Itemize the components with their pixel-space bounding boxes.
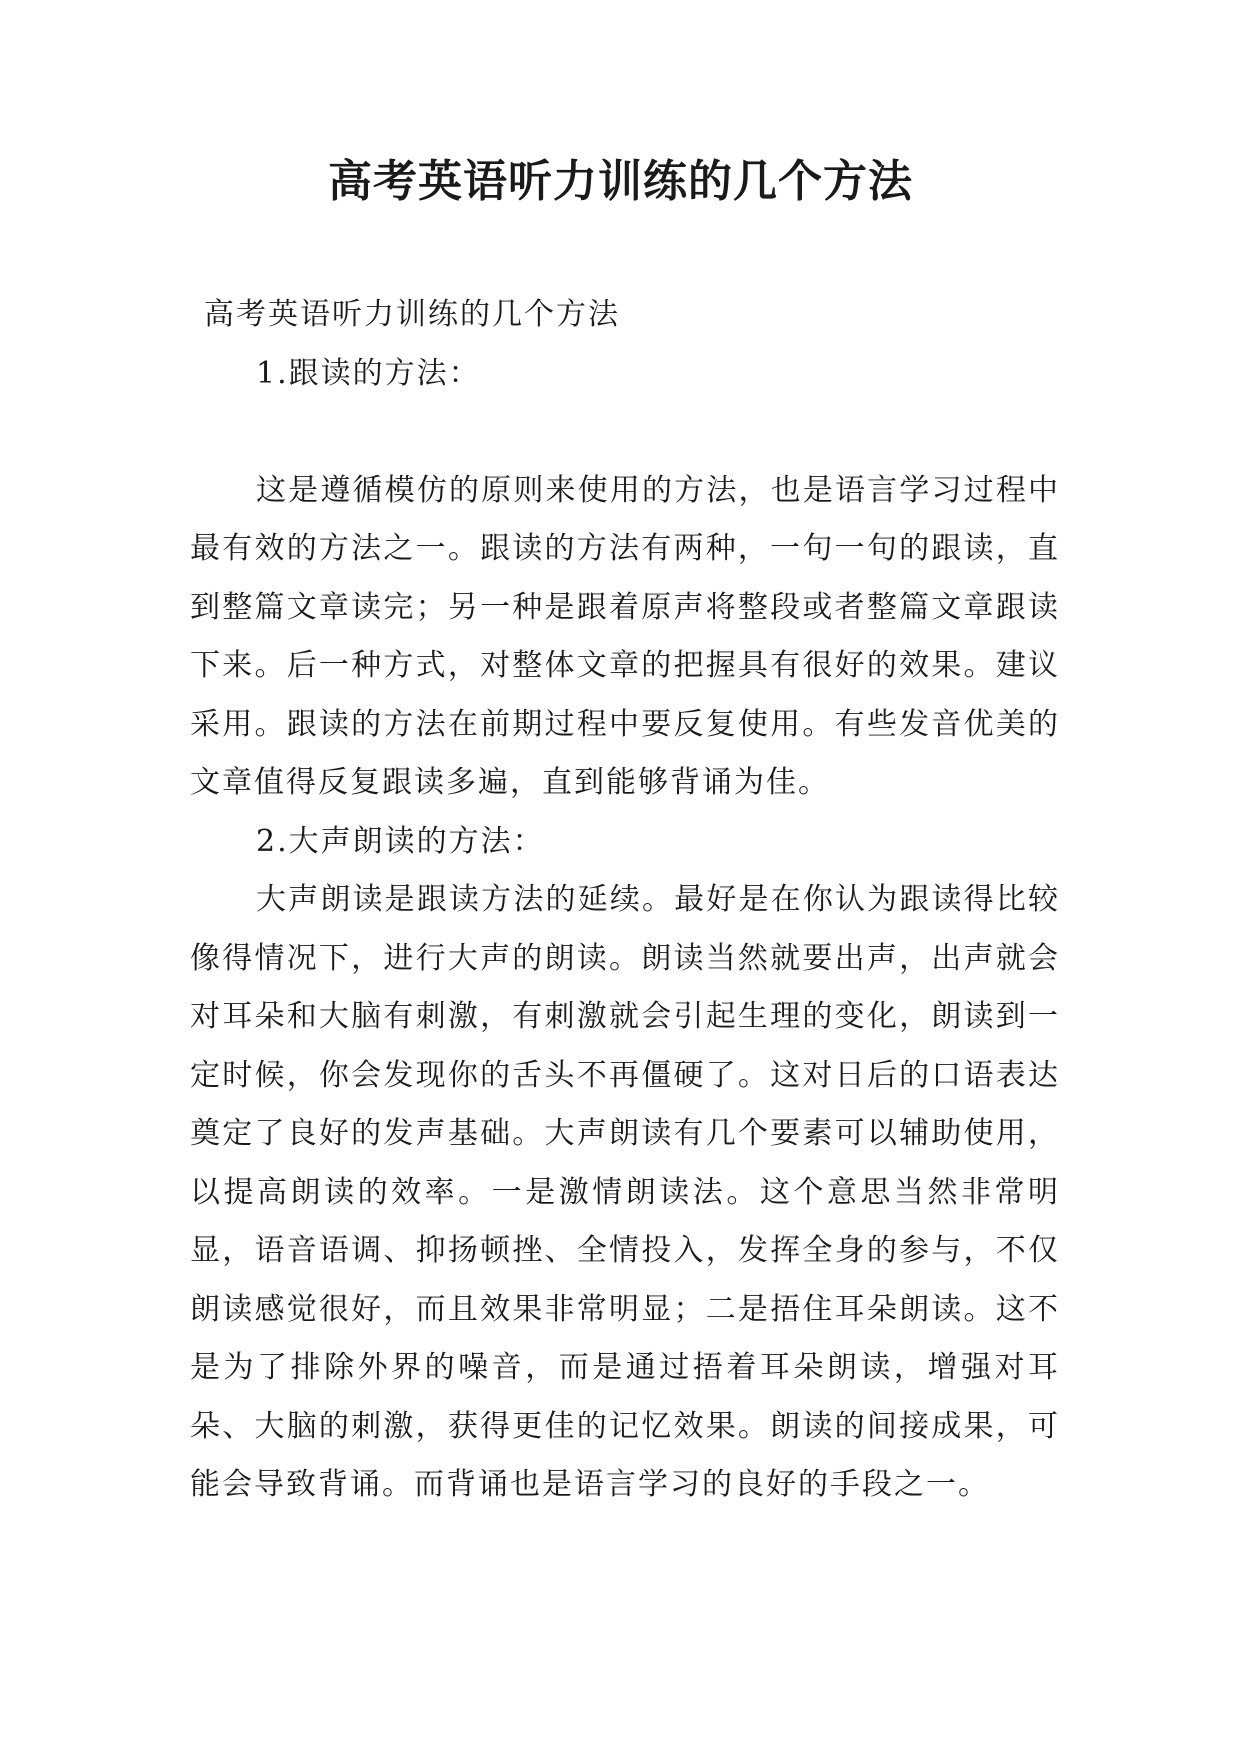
blank-line (190, 403, 1060, 462)
section-heading-follow-reading: 1.跟读的方法： (256, 355, 481, 391)
section-heading-read-aloud: 2.大声朗读的方法： (256, 823, 545, 859)
document-subtitle: 高考英语听力训练的几个方法 (204, 297, 620, 332)
document-title: 高考英语听力训练的几个方法 (328, 156, 913, 207)
section-paragraph-follow-reading: 这是遵循模仿的原则来使用的方法，也是语言学习过程中最有效的方法之一。跟读的方法有两种，一句一句的跟读，直到整篇文章读完；另一种是跟着原声将整段或者整篇文章跟读下来。后一种方式，对整体文章的把握具有很好的效果。建议采用。跟读的方法在前期过程中要反复使用。有些发音优美的文章值得反复跟读多遍，直到能够背诵为佳。 (190, 472, 1060, 800)
section-paragraph-read-aloud: 大声朗读是跟读方法的延续。最好是在你认为跟读得比较像得情况下，进行大声的朗读。朗读当然就要出声，出声就会对耳朵和大脑有刺激，有刺激就会引起生理的变化，朗读到一定时候，你会发现你的舌头不再僵硬了。这对日后的口语表达奠定了良好的发声基础。大声朗读有几个要素可以辅助使用，以提高朗读的效率。一是激情朗读法。这个意思当然非常明显，语音语调、抑扬顿挫、全情投入，发挥全身的参与，不仅朗读感觉很好，而且效果非常明显；二是捂住耳朵朗读。这不是为了排除外界的噪音，而是通过捂着耳朵朗读，增强对耳朵、大脑的刺激，获得更佳的记忆效果。朗读的间接成果，可能会导致背诵。而背诵也是语言学习的良好的手段之一。 (190, 882, 1060, 1502)
document-body (190, 286, 1060, 1515)
